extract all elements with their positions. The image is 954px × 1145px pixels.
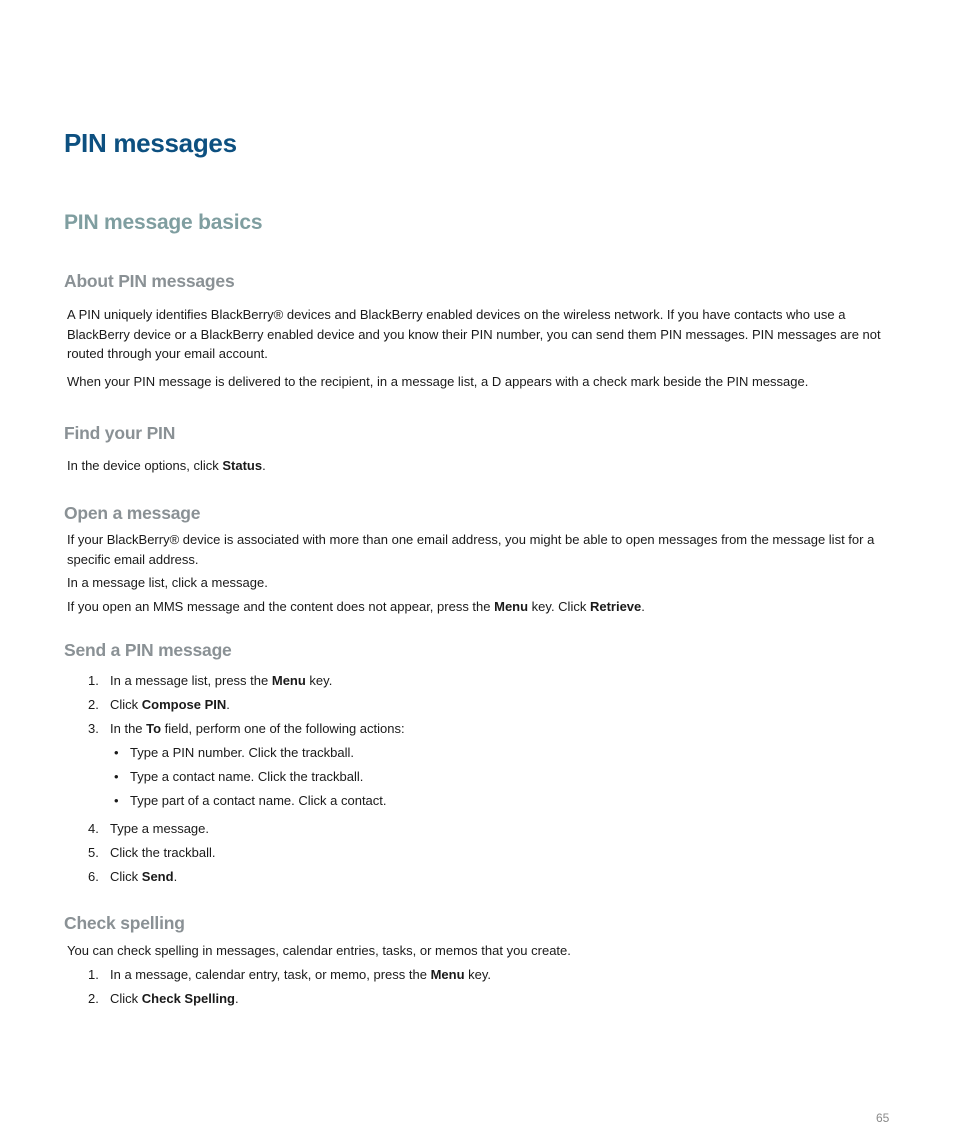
find-paragraph: In the device options, click Status. <box>67 458 266 473</box>
spell-step-1: 1. In a message, calendar entry, task, or memo, press the Menu key. <box>88 967 492 982</box>
send-step-1: 1. In a message list, press the Menu key. <box>88 673 333 688</box>
send-heading: Send a PIN message <box>64 640 232 660</box>
spell-step-2: 2. Click Check Spelling. <box>88 991 239 1006</box>
send-step-2: 2. Click Compose PIN. <box>88 697 230 712</box>
about-heading: About PIN messages <box>64 271 235 291</box>
page-title: PIN messages <box>64 128 237 158</box>
open-paragraph-2: In a message list, click a message. <box>67 575 268 590</box>
send-bullet-3: • Type part of a contact name. Click a contact. <box>114 793 387 808</box>
find-heading: Find your PIN <box>64 423 176 443</box>
about-paragraph-1: A PIN uniquely identifies BlackBerry® devices and BlackBerry enabled devices on the wireless network. If you have contacts who use a BlackBerry device or a BlackBerry enabled device and you know their PIN number, you can send them PIN messages. PIN messages are not routed through your email account. <box>67 307 881 361</box>
send-step-6: 6. Click Send. <box>88 869 178 884</box>
send-step-3: 3. In the To field, perform one of the following actions: <box>88 721 405 736</box>
send-step-4: 4. Type a message. <box>88 821 209 836</box>
page-number: 65 <box>876 1111 890 1125</box>
about-paragraph-2: When your PIN message is delivered to the recipient, in a message list, a D appears with a check mark beside the PIN message. <box>67 374 809 389</box>
send-step-5: 5. Click the trackball. <box>88 845 216 860</box>
open-paragraph-3: If you open an MMS message and the content does not appear, press the Menu key. Click Retrieve. <box>67 599 645 614</box>
spell-paragraph: You can check spelling in messages, calendar entries, tasks, or memos that you create. <box>67 943 571 958</box>
open-heading: Open a message <box>64 503 201 523</box>
send-bullet-1: • Type a PIN number. Click the trackball. <box>114 745 354 760</box>
spell-heading: Check spelling <box>64 913 185 933</box>
section-heading: PIN message basics <box>64 211 263 234</box>
open-paragraph-1: If your BlackBerry® device is associated with more than one email address, you might be able to open messages from the message list for a specific email address. <box>67 532 875 567</box>
send-bullet-2: • Type a contact name. Click the trackball. <box>114 769 364 784</box>
